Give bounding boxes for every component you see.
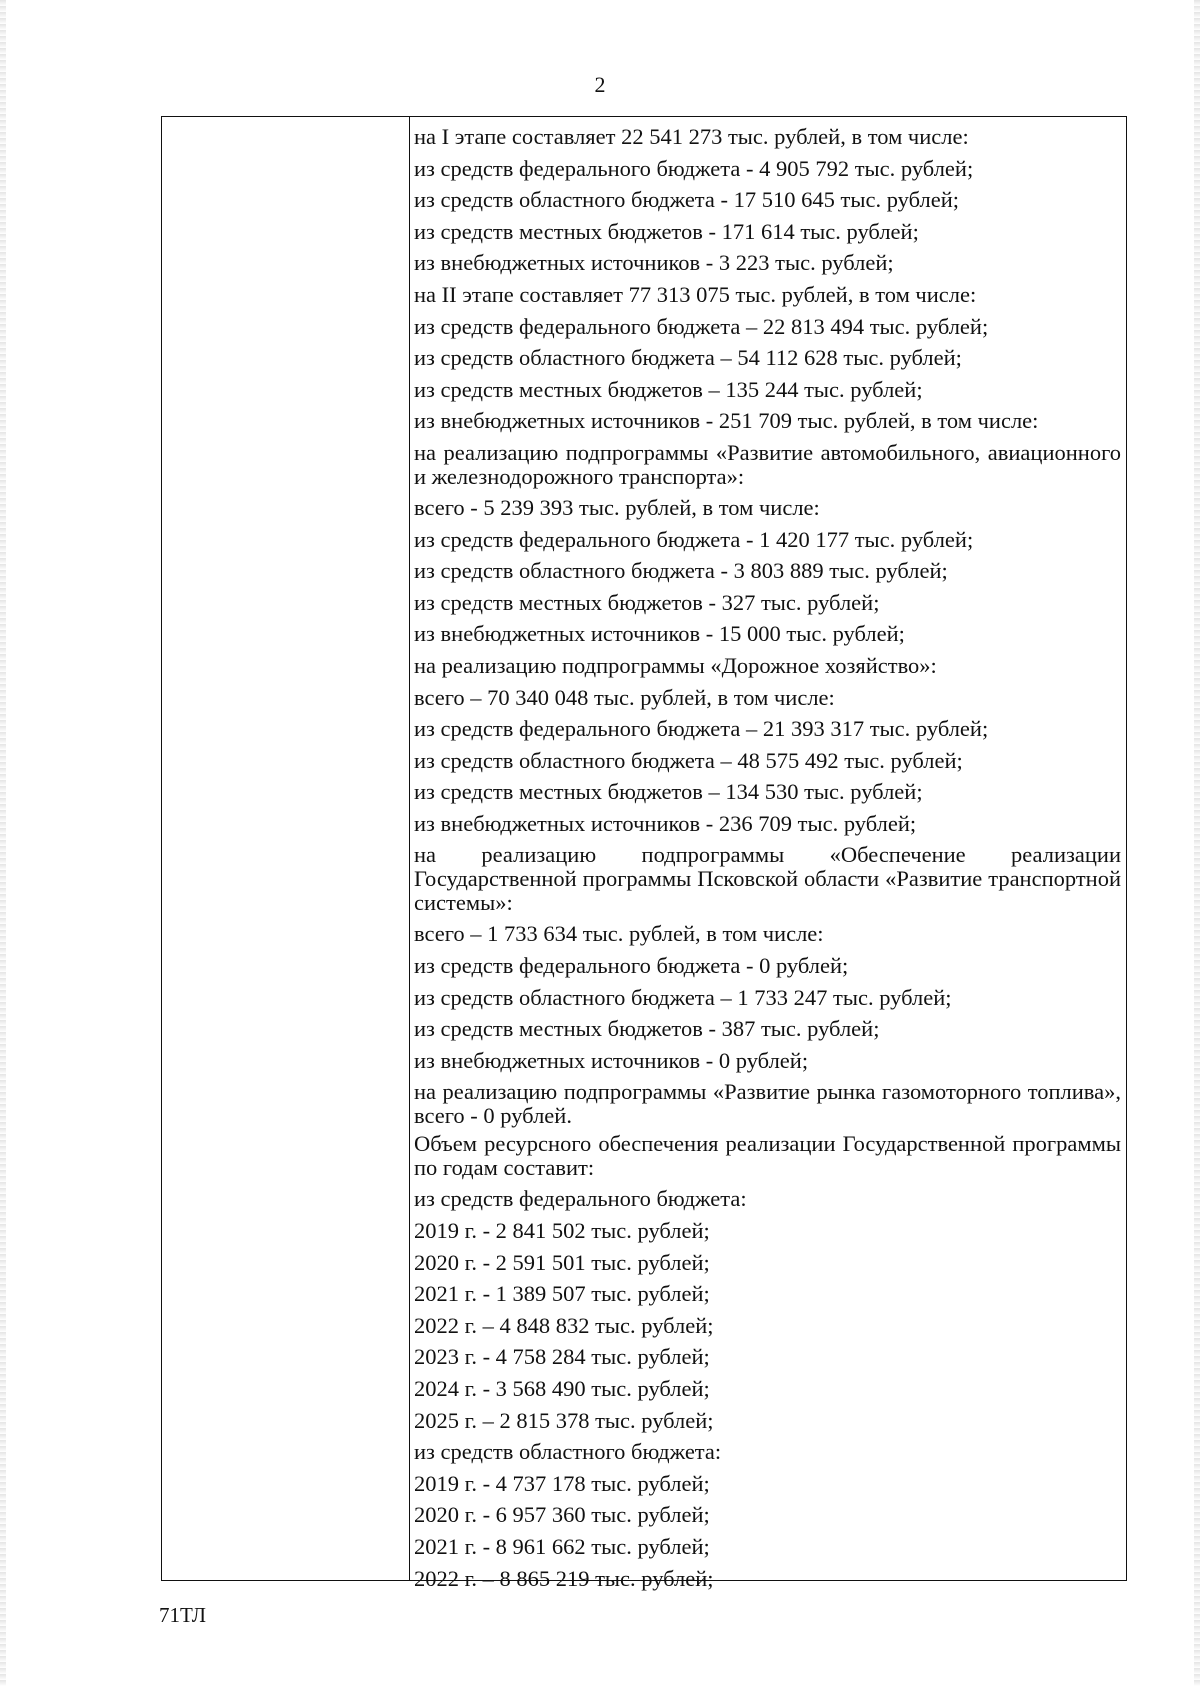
table-right-cell xyxy=(410,117,1126,1591)
text-line: из средств местных бюджетов - 387 тыс. рублей; xyxy=(414,1016,880,1042)
text-line: 2020 г. - 6 957 360 тыс. рублей; xyxy=(414,1502,710,1528)
text-line: всего – 1 733 634 тыс. рублей, в том числе: xyxy=(414,921,824,947)
text-line: из средств федерального бюджета - 4 905 792 тыс. рублей; xyxy=(414,155,974,181)
text-line: всего - 5 239 393 тыс. рублей, в том числе: xyxy=(414,494,820,520)
text-line: 2019 г. - 2 841 502 тыс. рублей; xyxy=(414,1218,710,1244)
text-line: из средств областного бюджета – 54 112 628 тыс. рублей; xyxy=(414,345,962,371)
text-line: из внебюджетных источников - 236 709 тыс. рублей; xyxy=(414,810,917,836)
text-line: 2022 г. – 4 848 832 тыс. рублей; xyxy=(414,1312,714,1338)
text-line: 2023 г. - 4 758 284 тыс. рублей; xyxy=(414,1344,710,1370)
text-line: из средств местных бюджетов – 135 244 тыс. рублей; xyxy=(414,376,923,402)
text-line: из средств областного бюджета – 48 575 492 тыс. рублей; xyxy=(414,747,963,773)
text-line: из внебюджетных источников - 0 рублей; xyxy=(414,1047,809,1073)
scan-edge-right xyxy=(1194,0,1200,1686)
text-line: 2022 г. – 8 865 219 тыс. рублей; xyxy=(414,1565,714,1591)
text-line: на I этапе составляет 22 541 273 тыс. рублей, в том числе: xyxy=(414,124,969,149)
text-paragraph: на реализацию подпрограммы «Развитие рынка газомоторного топлива», всего - 0 рублей. xyxy=(414,1079,1121,1129)
text-line: из средств федерального бюджета - 0 рублей; xyxy=(414,953,849,979)
text-line: из средств федерального бюджета: xyxy=(414,1186,747,1212)
text-line: из внебюджетных источников - 15 000 тыс. рублей; xyxy=(414,621,905,647)
text-line: из средств местных бюджетов - 171 614 тыс. рублей; xyxy=(414,218,919,244)
text-line: на реализацию подпрограммы «Дорожное хозяйство»: xyxy=(414,652,937,678)
text-line: на II этапе составляет 77 313 075 тыс. рублей, в том числе: xyxy=(414,281,977,307)
footer-code: 71ТЛ xyxy=(159,1603,207,1627)
text-line: из средств областного бюджета – 1 733 247 тыс. рублей; xyxy=(414,984,952,1010)
text-line: из средств областного бюджета - 17 510 645 тыс. рублей; xyxy=(414,187,959,213)
text-line: из средств федерального бюджета – 22 813 494 тыс. рублей; xyxy=(414,313,989,339)
text-line: 2025 г. – 2 815 378 тыс. рублей; xyxy=(414,1407,714,1433)
text-line: из средств областного бюджета: xyxy=(414,1439,722,1465)
text-line: из средств федерального бюджета – 21 393 317 тыс. рублей; xyxy=(414,716,989,742)
text-line: 2020 г. - 2 591 501 тыс. рублей; xyxy=(414,1249,710,1275)
text-line: 2024 г. - 3 568 490 тыс. рублей; xyxy=(414,1376,710,1401)
text-line: 2021 г. - 8 961 662 тыс. рублей; xyxy=(414,1533,710,1559)
text-line: из средств федерального бюджета - 1 420 177 тыс. рублей; xyxy=(414,526,974,552)
text-paragraph: Объем ресурсного обеспечения реализации Государственной программы по годам составит: xyxy=(414,1131,1121,1181)
table-left-cell xyxy=(162,117,410,1580)
page-number: 2 xyxy=(594,72,606,97)
scan-edge-left xyxy=(0,0,6,1686)
document-table xyxy=(161,116,1127,1591)
text-line: всего – 70 340 048 тыс. рублей, в том числе: xyxy=(414,684,835,710)
text-line: из средств местных бюджетов – 134 530 тыс. рублей; xyxy=(414,779,923,805)
text-line: из средств областного бюджета - 3 803 889 тыс. рублей; xyxy=(414,558,948,584)
text-paragraph: на реализацию подпрограммы «Развитие автомобильного, авиационного и железнодорожного транспорта»: xyxy=(414,439,1121,489)
text-line: 2021 г. - 1 389 507 тыс. рублей; xyxy=(414,1281,710,1307)
text-paragraph: на реализацию подпрограммы «Обеспечение реализации Государственной программы Псковской области «Развитие транспортной системы»: xyxy=(414,842,1121,916)
text-line: 2019 г. - 4 737 178 тыс. рублей; xyxy=(414,1470,710,1496)
text-line: из внебюджетных источников - 251 709 тыс. рублей, в том числе: xyxy=(414,408,1039,434)
text-line: из внебюджетных источников - 3 223 тыс. рублей; xyxy=(414,250,894,276)
text-line: из средств местных бюджетов - 327 тыс. рублей; xyxy=(414,589,880,615)
